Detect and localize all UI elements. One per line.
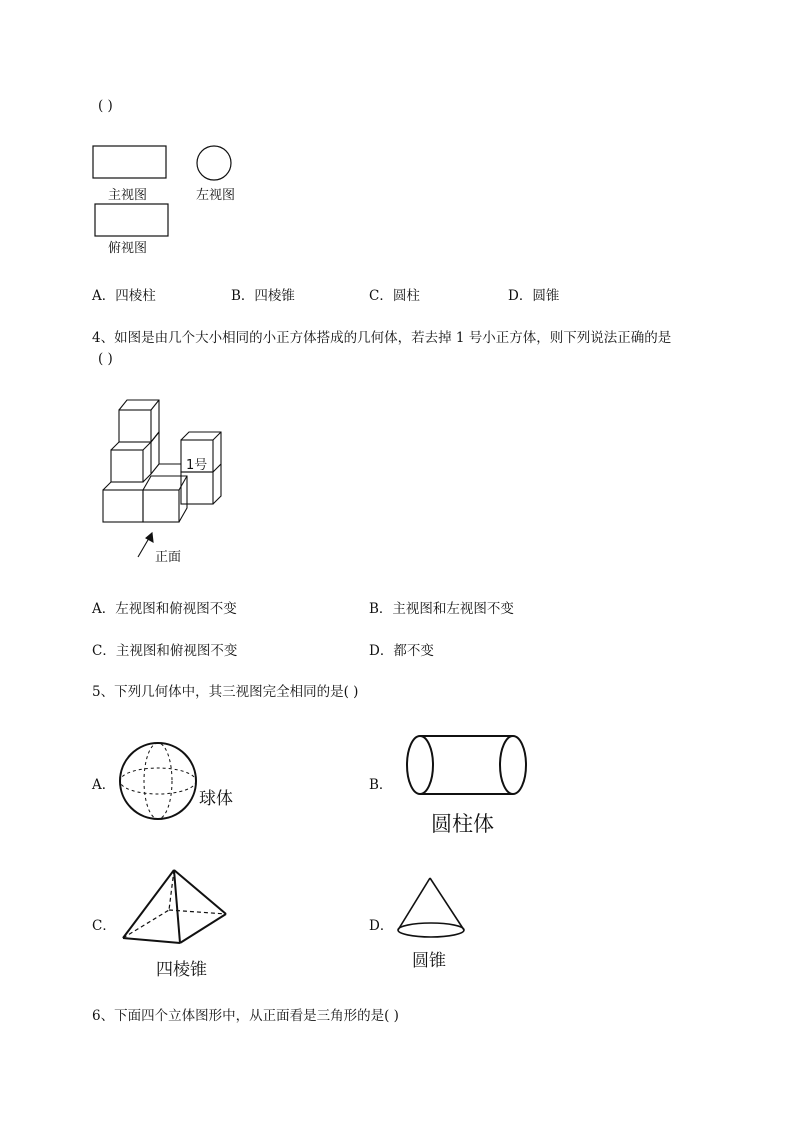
q3-option-a[interactable]: A．四棱柱 — [92, 288, 156, 304]
q6-stem: 6、下面四个立体图形中，从正面看是三角形的是( ) — [92, 1008, 399, 1024]
q4-cube-stack-figure — [100, 395, 230, 570]
q5-stem: 5、下列几何体中，其三视图完全相同的是( ) — [92, 684, 359, 700]
q4-cube-1-label: 1号 — [186, 458, 208, 473]
q5-cone-figure — [395, 876, 467, 940]
q3-left-view-circle — [196, 145, 234, 183]
q4-option-c[interactable]: C．主视图和俯视图不变 — [92, 643, 238, 659]
q5-option-c-letter[interactable]: C． — [92, 918, 116, 934]
q4-front-direction-label: 正面 — [155, 550, 182, 565]
q3-top-view-rectangle — [94, 203, 170, 237]
q5-cylinder-figure — [405, 733, 529, 797]
q5-square-pyramid-figure — [120, 866, 230, 946]
q3-answer-paren: ( ) — [98, 98, 113, 114]
q5-option-b-letter[interactable]: B． — [369, 777, 393, 793]
q3-option-b[interactable]: B．四棱锥 — [231, 288, 295, 304]
q3-option-c[interactable]: C．圆柱 — [369, 288, 420, 304]
q5-sphere-figure — [118, 741, 200, 823]
q4-answer-paren: ( ) — [98, 351, 113, 367]
q5-sphere-label: 球体 — [199, 789, 233, 809]
q3-option-d[interactable]: D．圆锥 — [508, 288, 560, 304]
q5-cone-label: 圆锥 — [412, 951, 446, 971]
q4-stem: 4、如图是由几个大小相同的小正方体搭成的几何体，若去掉 1 号小正方体，则下列说法正确的是 — [92, 330, 672, 346]
q5-cylinder-label: 圆柱体 — [431, 812, 494, 836]
q4-option-d[interactable]: D．都不变 — [369, 643, 434, 659]
q3-top-view-label: 俯视图 — [108, 241, 148, 256]
q4-option-a[interactable]: A．左视图和俯视图不变 — [92, 601, 237, 617]
q3-front-view-label: 主视图 — [108, 188, 148, 203]
q4-option-b[interactable]: B．主视图和左视图不变 — [369, 601, 514, 617]
q5-square-pyramid-label: 四棱锥 — [156, 960, 207, 980]
q5-option-d-letter[interactable]: D． — [369, 918, 394, 934]
q5-option-a-letter[interactable]: A． — [92, 777, 116, 793]
q3-left-view-label: 左视图 — [196, 188, 236, 203]
q3-front-view-rectangle — [92, 145, 168, 179]
